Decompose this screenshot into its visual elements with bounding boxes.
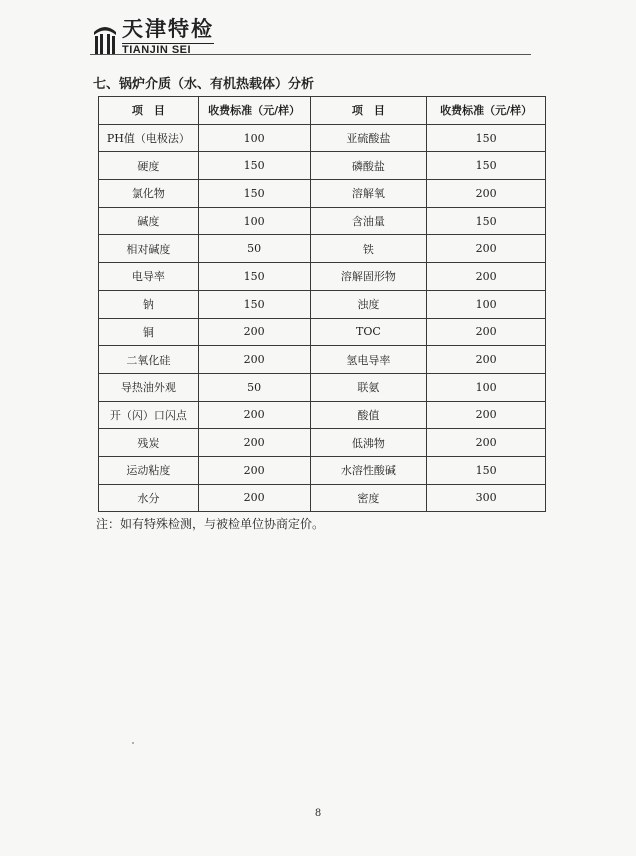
cell-fee-right: 150 [427,152,546,180]
cell-fee-right: 150 [427,124,546,152]
table-row [99,346,546,374]
cell-fee-left: 150 [198,290,310,318]
footnote: 注：如有特殊检测，与被检单位协商定价。 [96,517,325,531]
cell-fee-right: 200 [427,180,546,208]
table-row [99,429,546,457]
company-logo [92,14,214,56]
cell-fee-left: 200 [198,318,310,346]
header-fee-left: 收费标准（元/样） [198,97,310,125]
logo-chinese-name: 天津特检 [122,17,214,41]
scan-speck [132,742,134,744]
cell-fee-left: 100 [198,207,310,235]
cell-item-right: TOC [310,318,427,346]
cell-item-left: 硬度 [99,152,199,180]
cell-fee-left: 150 [198,180,310,208]
cell-item-left: 铜 [99,318,199,346]
cell-item-right: 低沸物 [310,429,427,457]
table-row [99,456,546,484]
table-row [99,235,546,263]
cell-fee-right: 200 [427,263,546,291]
table-row [99,263,546,291]
table-row [99,124,546,152]
cell-item-right: 亚硫酸盐 [310,124,427,152]
cell-item-right: 密度 [310,484,427,512]
table-row [99,152,546,180]
cell-fee-right: 100 [427,373,546,401]
cell-item-right: 浊度 [310,290,427,318]
cell-item-left: 碱度 [99,207,199,235]
header-divider [90,54,531,55]
cell-fee-right: 200 [427,235,546,263]
cell-fee-right: 150 [427,456,546,484]
table-header-row [99,97,546,125]
cell-item-right: 氢电导率 [310,346,427,374]
cell-fee-left: 200 [198,484,310,512]
header-fee-right: 收费标准（元/样） [427,97,546,125]
cell-item-right: 联氨 [310,373,427,401]
cell-item-left: 运动粘度 [99,456,199,484]
cell-fee-left: 200 [198,401,310,429]
cell-item-left: 氯化物 [99,180,199,208]
cell-item-right: 酸值 [310,401,427,429]
cell-item-left: 开（闪）口闪点 [99,401,199,429]
cell-fee-left: 200 [198,456,310,484]
cell-fee-left: 150 [198,152,310,180]
cell-item-right: 水溶性酸碱 [310,456,427,484]
table-row [99,180,546,208]
cell-item-right: 溶解氧 [310,180,427,208]
logo-mark-icon [92,22,118,56]
cell-item-left: 钠 [99,290,199,318]
cell-item-left: 相对碱度 [99,235,199,263]
cell-fee-left: 50 [198,373,310,401]
cell-item-left: PH值（电极法） [99,124,199,152]
logo-english-name: TIANJIN SEI [122,43,214,56]
cell-item-left: 水分 [99,484,199,512]
cell-item-left: 残炭 [99,429,199,457]
cell-item-right: 磷酸盐 [310,152,427,180]
section-title: 七、锅炉介质（水、有机热载体）分析 [93,77,315,92]
cell-item-left: 二氧化硅 [99,346,199,374]
cell-item-right: 溶解固形物 [310,263,427,291]
table-row [99,484,546,512]
cell-fee-left: 150 [198,263,310,291]
cell-fee-right: 100 [427,290,546,318]
cell-fee-left: 200 [198,429,310,457]
table-row [99,290,546,318]
cell-fee-right: 200 [427,318,546,346]
header-item-left: 项 目 [99,97,199,125]
table-row [99,401,546,429]
header-item-right: 项 目 [310,97,427,125]
table-row [99,373,546,401]
cell-item-left: 电导率 [99,263,199,291]
cell-item-left: 导热油外观 [99,373,199,401]
page-number: 8 [314,808,322,819]
table-row [99,207,546,235]
table-row [99,318,546,346]
cell-fee-right: 150 [427,207,546,235]
cell-fee-left: 100 [198,124,310,152]
cell-fee-right: 200 [427,346,546,374]
cell-item-right: 铁 [310,235,427,263]
cell-fee-left: 200 [198,346,310,374]
cell-fee-left: 50 [198,235,310,263]
cell-fee-right: 200 [427,429,546,457]
cell-fee-right: 300 [427,484,546,512]
cell-item-right: 含油量 [310,207,427,235]
cell-fee-right: 200 [427,401,546,429]
fee-table [98,96,546,512]
